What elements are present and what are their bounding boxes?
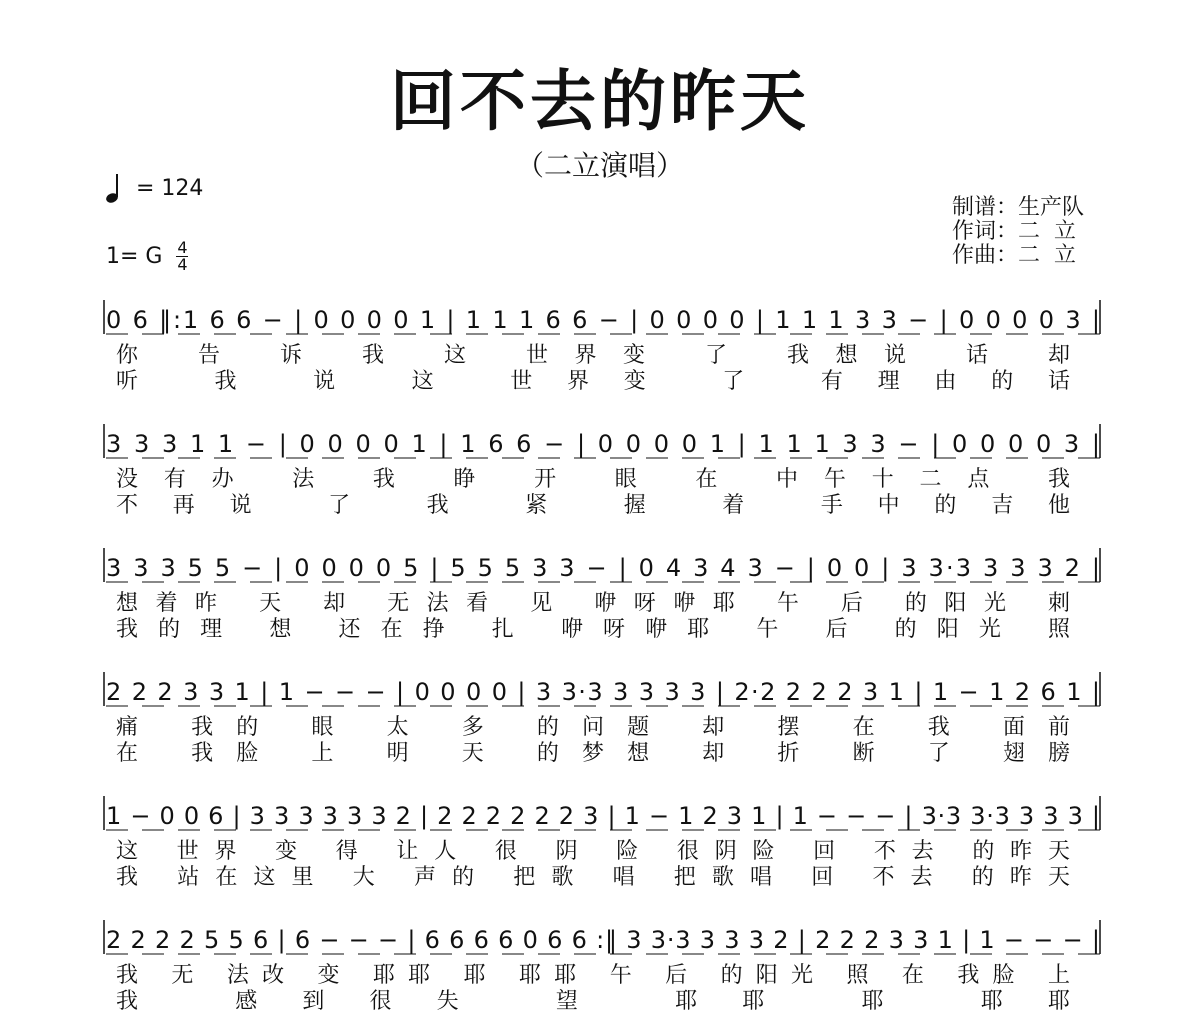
notation-line: 0 6 ‖:1 6 6 − | 0 0 0 0 1 | 1 1 1 6 6 − | 0 0 0 0 | 1 1 1 3 3 − | 0 0 0 0 3 | [106, 306, 1100, 334]
lyric-line-2: 听 我 说 这 世界变 了 有理由的话 [116, 369, 1070, 394]
lyric-line-1: 没有办 法 我 睁 开 眼 在 中午十二点 我 [116, 467, 1070, 492]
notation-line: 1 − 0 0 6 | 3 3 3 3 3 3 2 | 2 2 2 2 2 2 3 | 1 − 1 2 3 1 | 1 − − − | 3·3 3·3 3 3 3 | [106, 802, 1100, 830]
notation-line: 3 3 3 1 1 − | 0 0 0 0 1 | 1 6 6 − | 0 0 0 0 1 | 1 1 1 3 3 − | 0 0 0 0 3 | [106, 430, 1101, 458]
notation-line: 2 2 2 3 3 1 | 1 − − − | 0 0 0 0 | 3 3·3 3 3 3 3 | 2·2 2 2 2 3 1 | 1 − 1 2 6 1 | [106, 678, 1100, 706]
song-subtitle: （二立演唱） [515, 149, 684, 182]
credit-lyricist: 作词：二 立 [952, 219, 1076, 244]
time-signature-numerator: 4 [177, 237, 188, 257]
lyric-line-2: 不再说 了 我 紧 握 着 手中的吉他 [116, 493, 1070, 518]
notation-line: 3 3 3 5 5 − | 0 0 0 0 5 | 5 5 5 3 3 − | 0 4 3 4 3 − | 0 0 | 3 3·3 3 3 3 2 | [106, 554, 1100, 582]
lyric-line-1: 你 告 诉 我 这 世界变 了 我想说 话 却 [116, 343, 1070, 368]
lyric-line-1: 痛 我的 眼 太 多 的问题 却 摆 在 我 面前 [116, 715, 1070, 740]
song-title: 回不去的昨天 [390, 63, 810, 140]
tempo-value: = 124 [136, 175, 204, 201]
credit-composer: 作曲：二 立 [952, 243, 1076, 268]
time-signature-denominator: 4 [177, 254, 188, 274]
notation-line: 2 2 2 2 5 5 6 | 6 − − − | 6 6 6 6 0 6 6 :‖ 3 3·3 3 3 3 2 | 2 2 2 3 3 1 | 1 − − − | [106, 926, 1100, 954]
lyric-line-2: 我 感到很失 望 耶耶 耶 耶耶 [116, 989, 1071, 1014]
key-text: 1= G [106, 243, 163, 269]
lyric-line-1: 我 无 法改 变 耶耶 耶 耶耶 午 后 的阳光 照 在 我脸 上 [116, 963, 1070, 988]
lyric-line-1: 这 世界 变 得 让人 很 阴 险 很阴险 回 不去 的昨天 [116, 839, 1070, 864]
lyric-line-2: 我的理 想 还在挣 扎 咿呀咿耶 午 后 的阳光 照 [116, 617, 1071, 642]
lyric-line-2: 我 站在这里 大 声的 把歌 唱 把歌唱 回 不去 的昨天 [116, 865, 1070, 890]
lyric-line-1: 想着昨 天 却 无法看 见 咿呀咿耶 午 后 的阳光 刺 [116, 591, 1070, 616]
lyric-line-2: 在 我脸 上 明 天 的梦想 却 折 断 了 翅膀 [116, 741, 1070, 766]
credit-arranger: 制谱：生产队 [952, 195, 1085, 220]
